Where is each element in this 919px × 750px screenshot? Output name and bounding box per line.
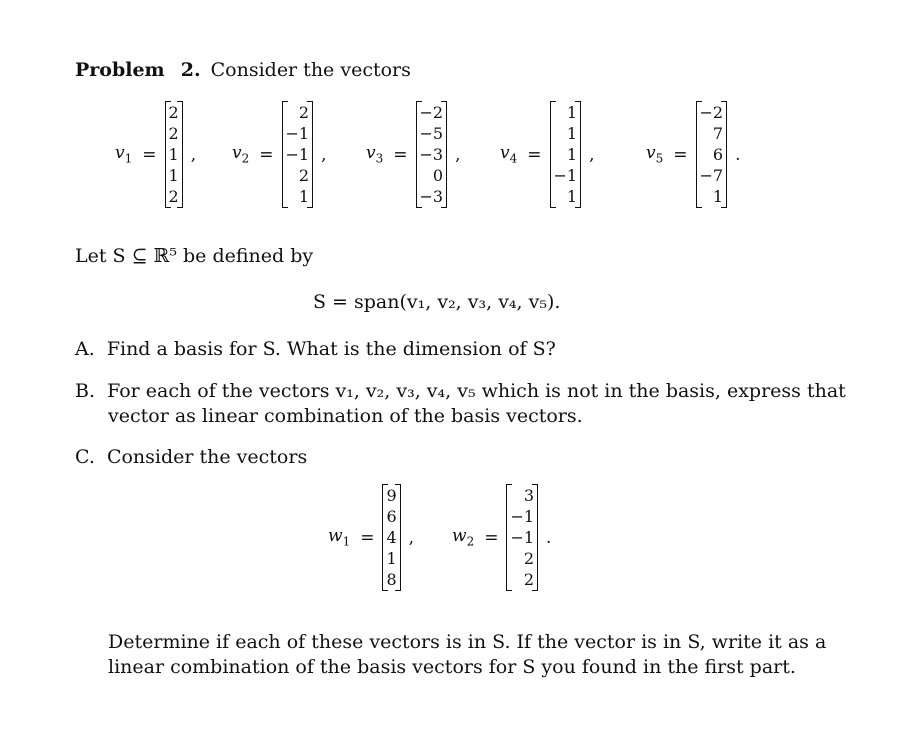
matrix-entry: −1: [285, 124, 310, 143]
part-c: [75, 445, 307, 469]
matrix-entry: 1: [566, 187, 578, 206]
vector-label: [646, 143, 663, 165]
column-matrix: [282, 101, 314, 208]
matrix-entry: −2: [699, 103, 724, 122]
matrix-entry: 9: [386, 486, 397, 505]
column-matrix: [550, 101, 582, 208]
part-a: [75, 337, 556, 361]
vector-label: [115, 143, 132, 165]
column-matrix: [382, 484, 400, 591]
matrix-entry: −3: [419, 187, 444, 206]
matrix-entry: 2: [168, 124, 179, 143]
separator: .: [546, 527, 552, 548]
matrix-entry: −2: [419, 103, 444, 122]
part-b-line2: vector as linear combination of the basis vectors.: [108, 405, 583, 427]
matrix-entry: 0: [432, 166, 444, 185]
vector-index: 2: [241, 151, 250, 166]
vector-name: v: [115, 143, 125, 164]
matrix-entry: 1: [566, 124, 578, 143]
separator: ,: [190, 144, 197, 165]
equals-sign: =: [393, 144, 408, 165]
equals-sign: =: [673, 144, 688, 165]
vector-index: 1: [124, 151, 133, 166]
part-b-line1: For each of the vectors v₁, v₂, v₃, v₄, v₅ which is not in the basis, express that: [107, 380, 846, 402]
matrix-entry: −1: [510, 507, 535, 526]
part-b-letter: B.: [75, 380, 96, 402]
part-b: [75, 379, 846, 403]
separator: .: [735, 144, 741, 165]
separator: ,: [408, 527, 415, 548]
closing-line1: Determine if each of these vectors is in S. If the vector is in S, write it as a: [108, 631, 827, 653]
problem-number: 2.: [180, 59, 201, 81]
vector-label: [366, 143, 383, 165]
matrix-entry: 1: [298, 187, 310, 206]
part-a-text: Find a basis for S. What is the dimension of S?: [106, 338, 556, 360]
part-a-letter: A.: [75, 338, 95, 360]
separator: ,: [455, 144, 461, 165]
vector-name: v: [232, 143, 242, 164]
matrix-entry: 1: [566, 145, 578, 164]
vector-v2: [232, 101, 327, 208]
vector-name: w: [452, 526, 467, 547]
matrix-entry: 1: [168, 166, 179, 185]
matrix-entry: −1: [510, 528, 535, 547]
part-c-letter: C.: [75, 446, 95, 468]
vector-index: 5: [655, 151, 664, 166]
matrix-entry: 2: [168, 103, 179, 122]
matrix-entry: 2: [168, 187, 179, 206]
vector-label: [452, 526, 474, 548]
matrix-entry: −1: [553, 166, 578, 185]
problem-intro: Consider the vectors: [210, 59, 411, 81]
let-line: Let S ⊆ ℝ⁵ be defined by: [75, 245, 314, 267]
matrix-entry: 2: [298, 166, 310, 185]
vector-v5: [646, 101, 741, 208]
part-c-text: Consider the vectors: [106, 446, 308, 468]
vector-w1: [328, 484, 414, 591]
problem-heading: [75, 58, 411, 82]
matrix-entry: 2: [298, 103, 310, 122]
column-matrix: [506, 484, 538, 591]
column-matrix: [165, 101, 183, 208]
vector-index: 2: [466, 534, 475, 549]
vector-name: v: [500, 143, 510, 164]
column-matrix: [416, 101, 448, 208]
vector-name: v: [366, 143, 376, 164]
equals-sign: =: [360, 527, 375, 548]
vector-v3: [366, 101, 461, 208]
problem-label: Problem: [75, 59, 165, 81]
matrix-entry: 1: [566, 103, 578, 122]
equals-sign: =: [142, 144, 157, 165]
column-matrix: [696, 101, 728, 208]
equals-sign: =: [259, 144, 274, 165]
matrix-entry: 7: [712, 124, 724, 143]
vector-name: v: [646, 143, 656, 164]
matrix-entry: 4: [386, 528, 397, 547]
closing-line2: linear combination of the basis vectors for S you found in the first part.: [108, 656, 796, 678]
vector-index: 1: [342, 534, 351, 549]
matrix-entry: −7: [699, 166, 724, 185]
matrix-entry: 1: [712, 187, 724, 206]
equals-sign: =: [527, 144, 542, 165]
matrix-entry: −1: [285, 145, 310, 164]
span-equation: S = span(v₁, v₂, v₃, v₄, v₅).: [313, 291, 561, 313]
vector-label: [232, 143, 249, 165]
matrix-entry: −5: [419, 124, 444, 143]
vector-v4: [500, 101, 595, 208]
vector-label: [328, 526, 350, 548]
separator: ,: [589, 144, 595, 165]
vector-w2: [452, 484, 551, 591]
matrix-entry: 6: [386, 507, 397, 526]
vector-name: w: [328, 526, 343, 547]
matrix-entry: 2: [523, 570, 535, 589]
matrix-entry: 2: [523, 549, 535, 568]
matrix-entry: 8: [386, 570, 397, 589]
separator: ,: [321, 144, 327, 165]
vector-index: 4: [509, 151, 518, 166]
matrix-entry: 6: [712, 145, 724, 164]
matrix-entry: −3: [419, 145, 444, 164]
equals-sign: =: [484, 527, 499, 548]
vector-index: 3: [375, 151, 384, 166]
vector-v1: [115, 101, 196, 208]
matrix-entry: 1: [386, 549, 397, 568]
vector-label: [500, 143, 517, 165]
matrix-entry: 3: [523, 486, 535, 505]
matrix-entry: 1: [168, 145, 179, 164]
